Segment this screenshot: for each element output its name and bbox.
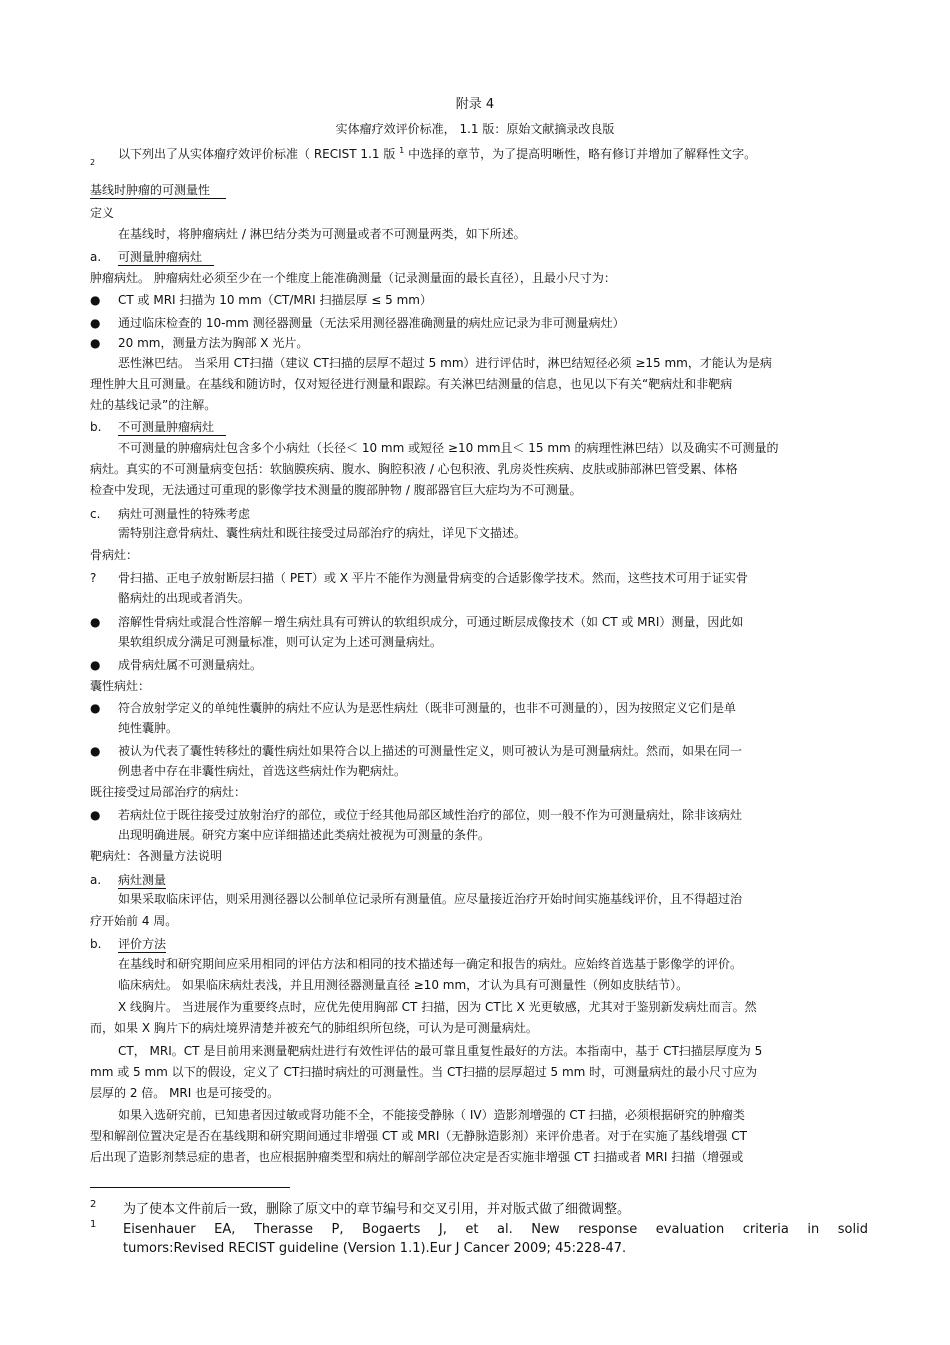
- question-bullet-icon: ?: [90, 571, 97, 585]
- non-measurable-text: 病灶。真实的不可测量病变包括：软脑膜疾病、腹水、胸腔积液 / 心包积液、乳房炎性疾病、皮肤或肺部淋巴管受累、体格: [90, 462, 738, 476]
- lymph-node-text: 恶性淋巴结。 当采用 CT扫描（建议 CT扫描的层厚不超过 5 mm）进行评估时，淋巴结短径必须 ≥15 mm，才能认为是病: [118, 356, 772, 370]
- intro-paragraph: [118, 143, 756, 162]
- bullet-icon: ●: [90, 701, 101, 715]
- footnote-1-line: Eisenhauer EA, Therasse P, Bogaerts J, et al. New response evaluation criteria in solid: [123, 1222, 868, 1237]
- bullet-icon: ●: [90, 615, 101, 629]
- target-item-b-title: 评价方法: [118, 937, 167, 951]
- target-item-b-label: b.: [90, 937, 102, 951]
- footnote-1-mark: 1: [90, 1219, 97, 1230]
- bullet-icon: ●: [90, 316, 101, 330]
- lymph-node-text: 理性肿大且可测量。在基线和随访时，仅对短径进行测量和跟踪。有关淋巴结测量的信息，也见以下有关“靶病灶和非靶病: [90, 377, 733, 391]
- footnote-2-text: 为了使本文件前后一致，删除了原文中的章节编号和交叉引用，并对版式做了细微调整。: [123, 1202, 631, 1217]
- non-measurable-text: 不可测量的肿瘤病灶包含多个小病灶（长径＜ 10 mm 或短径 ≥10 mm且＜ 15 mm 的病理性淋巴结）以及确实不可测量的: [118, 441, 779, 455]
- list-item: 溶解性骨病灶或混合性溶解－增生病灶具有可辨认的软组织成分，可通过断层成像技术（如 CT 或 MRI）测量，因此如: [118, 615, 744, 629]
- evaluation-method-text: 型和解剖位置决定是否在基线期和研究期间通过非增强 CT 或 MRI（无静脉造影剂）来评价患者。对于在实施了基线增强 CT: [90, 1129, 747, 1143]
- item-b-title: 不可测量肿瘤病灶: [118, 419, 226, 435]
- evaluation-method-text: 在基线时和研究期间应采用相同的评估方法和相同的技术描述每一确定和报告的病灶。应始终首选基于影像学的评价。: [118, 957, 743, 971]
- target-item-a-title: 病灶测量: [118, 873, 167, 887]
- lesion-measurement-text: 疗开始前 4 周。: [90, 914, 178, 928]
- intro-text-b: 中选择的章节，为了提高明晰性，略有修订并增加了解释性文字。: [408, 147, 757, 161]
- list-item: 通过临床检查的 10-mm 测径器测量（无法采用测径器准确测量的病灶应记录为非可测量病灶）: [118, 316, 625, 330]
- definition-text: 在基线时，将肿瘤病灶 / 淋巴结分类为可测量或者不可测量两类，如下所述。: [118, 227, 526, 241]
- list-item: 被认为代表了囊性转移灶的囊性病灶如果符合以上描述的可测量性定义，则可被认为是可测量病灶。然而，如果在同一: [118, 744, 743, 758]
- evaluation-method-text: 后出现了造影剂禁忌症的患者，也应根据肿瘤类型和病灶的解剖学部位决定是否实施非增强 CT 扫描或者 MRI 扫描（增强或: [90, 1150, 744, 1164]
- list-item: 出现明确进展。研究方案中应详细描述此类病灶被视为可测量的条件。: [118, 828, 491, 842]
- intro-text-a: 以下列出了从实体瘤疗效评价标准（ RECIST 1.1 版: [118, 147, 396, 161]
- list-item: 20 mm，测量方法为胸部 X 光片。: [118, 336, 309, 350]
- list-item: 符合放射学定义的单纯性囊肿的病灶不应认为是恶性病灶（既非可测量的，也非不可测量的），因为按照定义它们是单: [118, 701, 737, 715]
- bullet-icon: ●: [90, 293, 101, 307]
- footnote-2-mark: 2: [90, 1199, 97, 1210]
- list-item: 成骨病灶属不可测量病灶。: [118, 658, 263, 672]
- list-item: 若病灶位于既往接受过放射治疗的部位，或位于经其他局部区域性治疗的部位，则一般不作为可测量病灶，除非该病灶: [118, 808, 743, 822]
- footnote-1-text: [123, 1221, 868, 1238]
- item-b-label: b.: [90, 420, 102, 434]
- item-c-label: c.: [90, 507, 101, 521]
- list-item: 纯性囊肿。: [118, 721, 179, 735]
- list-item: CT 或 MRI 扫描为 10 mm（CT/MRI 扫描层厚 ≤ 5 mm）: [118, 293, 432, 307]
- bullet-icon: ●: [90, 336, 101, 350]
- prior-treatment-heading: 既往接受过局部治疗的病灶：: [90, 785, 247, 799]
- definition-label: 定义: [90, 206, 115, 220]
- evaluation-method-text: 而，如果 X 胸片下的病灶境界清楚并被充气的肺组织所包绕，可认为是可测量病灶。: [90, 1021, 538, 1035]
- bullet-icon: ●: [90, 658, 101, 672]
- list-item: 例患者中存在非囊性病灶，首选这些病灶作为靶病灶。: [118, 764, 407, 778]
- tumor-lesion-text: 肿瘤病灶。 肿瘤病灶必须至少在一个维度上能准确测量（记录测量面的最长直径），且最小尺寸为：: [90, 271, 616, 285]
- list-item: 果软组织成分满足可测量标准，则可认定为上述可测量病灶。: [118, 635, 443, 649]
- footnote-1-line: tumors:Revised RECIST guideline (Version 1.1).Eur J Cancer 2009; 45:228-47.: [123, 1241, 627, 1256]
- evaluation-method-text: 如果入选研究前，已知患者因过敏或肾功能不全，不能接受静脉（ IV）造影剂增强的 CT 扫描，必须根据研究的肿瘤类: [118, 1108, 745, 1122]
- target-lesions-heading: 靶病灶：各测量方法说明: [90, 849, 223, 863]
- footnote-ref-1[interactable]: 1: [399, 146, 405, 155]
- bullet-icon: ●: [90, 808, 101, 822]
- item-a-label: a.: [90, 250, 102, 264]
- evaluation-method-text: 层厚的 2 倍。 MRI 也是可接受的。: [90, 1086, 280, 1100]
- non-measurable-text: 检查中发现，无法通过可重现的影像学技术测量的腹部肿物 / 腹部器官巨大症均为不可测量。: [90, 483, 582, 497]
- appendix-label: 附录 4: [455, 97, 495, 112]
- lymph-node-text: 灶的基线记录”的注解。: [90, 398, 217, 412]
- footnote-ref-2[interactable]: 2: [90, 158, 96, 167]
- list-item: 骨扫描、正电子放射断层扫描（ PET）或 X 平片不能作为测量骨病变的合适影像学技术。然而，这些技术可用于证实骨: [118, 571, 748, 585]
- evaluation-method-text: X 线胸片。 当进展作为重要终点时，应优先使用胸部 CT 扫描，因为 CT比 X 光更敏感，尤其对于鉴别新发病灶而言。然: [118, 1000, 757, 1014]
- evaluation-method-text: CT， MRI。CT 是目前用来测量靶病灶进行有效性评估的最可靠且重复性最好的方法。本指南中，基于 CT扫描层厚度为 5: [118, 1044, 763, 1058]
- item-a-title: 可测量肿瘤病灶: [118, 249, 214, 265]
- evaluation-method-text: 临床病灶。 如果临床病灶表浅，并且用测径器测量直径 ≥10 mm，才认为具有可测量性（例如皮肤结节）。: [118, 978, 689, 992]
- item-c-title: 病灶可测量性的特殊考虑: [118, 507, 251, 521]
- cystic-lesions-heading: 囊性病灶：: [90, 679, 151, 693]
- bone-lesions-heading: 骨病灶：: [90, 548, 139, 562]
- special-considerations-text: 需特别注意骨病灶、囊性病灶和既往接受过局部治疗的病灶，详见下文描述。: [118, 526, 527, 540]
- section-heading-measurability: 基线时肿瘤的可测量性: [90, 182, 226, 198]
- document-title: 实体瘤疗效评价标准， 1.1 版：原始文献摘录改良版: [335, 122, 615, 136]
- list-item: 骼病灶的出现或者消失。: [118, 591, 251, 605]
- bullet-icon: ●: [90, 744, 101, 758]
- evaluation-method-text: mm 或 5 mm 以下的假设，定义了 CT扫描时病灶的可测量性。当 CT扫描的层厚超过 5 mm 时，可测量病灶的最小尺寸应为: [90, 1065, 758, 1079]
- footnote-separator: [90, 1187, 290, 1188]
- target-item-a-label: a.: [90, 873, 102, 887]
- lesion-measurement-text: 如果采取临床评估，则采用测径器以公制单位记录所有测量值。应尽量接近治疗开始时间实施基线评价，且不得超过治: [118, 892, 743, 906]
